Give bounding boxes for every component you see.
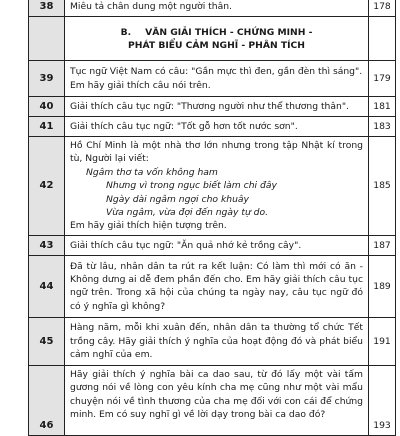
page-number: 179: [369, 61, 396, 97]
item-text: [65, 235, 369, 255]
item-line: Đã từ lâu, nhân dân ta rút ra kết luận: Có làm thì mới có ăn - Không dưng ai dễ đem phần đến cho. Em hãy giải thích câu tục ngữ trên. Trong xã hội của chúng ta ngày nay, câu tục ngữ đó có ý nghĩa gì không?: [70, 260, 363, 312]
section-title-line-1: VĂN GIẢI THÍCH - CHỨNG MINH -: [145, 26, 313, 38]
toc-row-40: [29, 97, 396, 117]
item-line: Hàng năm, mỗi khi xuân đến, nhân dân ta thường tổ chức Tết trồng cây. Hãy giải thích ý nghĩa của hoạt động đó và phát biểu cảm nghĩ của em.: [70, 322, 363, 361]
toc-row-46: [29, 365, 396, 435]
item-intro: Hồ Chí Minh là một nhà thơ lớn nhưng trong tập Nhật kí trong tù, Người lại viết:: [70, 140, 363, 165]
item-text: [65, 365, 369, 435]
page-number: 183: [369, 117, 396, 137]
section-header-row: [29, 17, 396, 61]
item-text: [65, 137, 369, 236]
section-title: [65, 17, 369, 61]
page-number: 189: [369, 255, 396, 317]
table-of-contents: [28, 0, 396, 436]
item-number: 39: [29, 61, 65, 97]
item-number: 43: [29, 235, 65, 255]
item-line: Giải thích câu tục ngữ: "Ăn quả nhớ kẻ trồng cây".: [70, 239, 302, 251]
item-text: [65, 0, 369, 17]
poem-line: Ngâm thơ ta vốn không ham: [86, 166, 218, 178]
item-line: Tục ngữ Việt Nam có câu: "Gần mực thì đen, gần đèn thì sáng".: [70, 66, 363, 78]
item-number: 40: [29, 97, 65, 117]
item-text: [65, 61, 369, 97]
poem-line: Ngày dài ngâm ngợi cho khuây: [106, 193, 249, 205]
page-number: 191: [369, 317, 396, 365]
toc-row-42: [29, 137, 396, 236]
item-line: Miêu tả chân dung một người thân.: [70, 0, 232, 12]
page-number: 193: [369, 365, 396, 435]
item-text: [65, 117, 369, 137]
toc-row-39: [29, 61, 396, 97]
item-outro: Em hãy giải thích hiện tượng trên.: [70, 220, 227, 232]
page-number: 181: [369, 97, 396, 117]
item-text: [65, 317, 369, 365]
item-number: 42: [29, 137, 65, 236]
page-number: 178: [369, 0, 396, 17]
toc-row-41: [29, 117, 396, 137]
item-number: 46: [29, 365, 65, 435]
toc-row-43: [29, 235, 396, 255]
item-text: [65, 97, 369, 117]
section-title-line-2: PHÁT BIỂU CẢM NGHĨ - PHÂN TÍCH: [128, 39, 305, 51]
item-text: [65, 255, 369, 317]
poem-line: Nhưng vì trong ngục biết làm chi đây: [106, 180, 277, 192]
item-number: 38: [29, 0, 65, 17]
page-number: 185: [369, 137, 396, 236]
toc-row-45: [29, 317, 396, 365]
item-line: Giải thích câu tục ngữ: "Tốt gỗ hơn tốt nước sơn".: [70, 120, 298, 132]
page-number: 187: [369, 235, 396, 255]
section-spacer: [29, 17, 65, 61]
item-line: Em hãy giải thích câu nói trên.: [70, 79, 211, 91]
item-line: Giải thích câu tục ngữ: "Thương người như thể thương thân".: [70, 100, 349, 112]
item-number: 41: [29, 117, 65, 137]
toc-row-44: [29, 255, 396, 317]
section-page-spacer: [369, 17, 396, 61]
poem-line: Vừa ngâm, vừa đợi đến ngày tự do.: [106, 207, 269, 219]
item-number: 44: [29, 255, 65, 317]
section-letter: B.: [120, 26, 132, 38]
toc-row-38: [29, 0, 396, 17]
item-line: Hãy giải thích ý nghĩa bài ca dao sau, từ đó lấy một vài tấm gương nói về lòng con yêu kính cha mẹ cũng như một vài mẩu chuyện nói về tình thương của cha mẹ đối với con cái để chứng minh. Em có suy nghĩ gì về lời dạy trong bài ca dao đó?: [70, 368, 363, 421]
item-number: 45: [29, 317, 65, 365]
